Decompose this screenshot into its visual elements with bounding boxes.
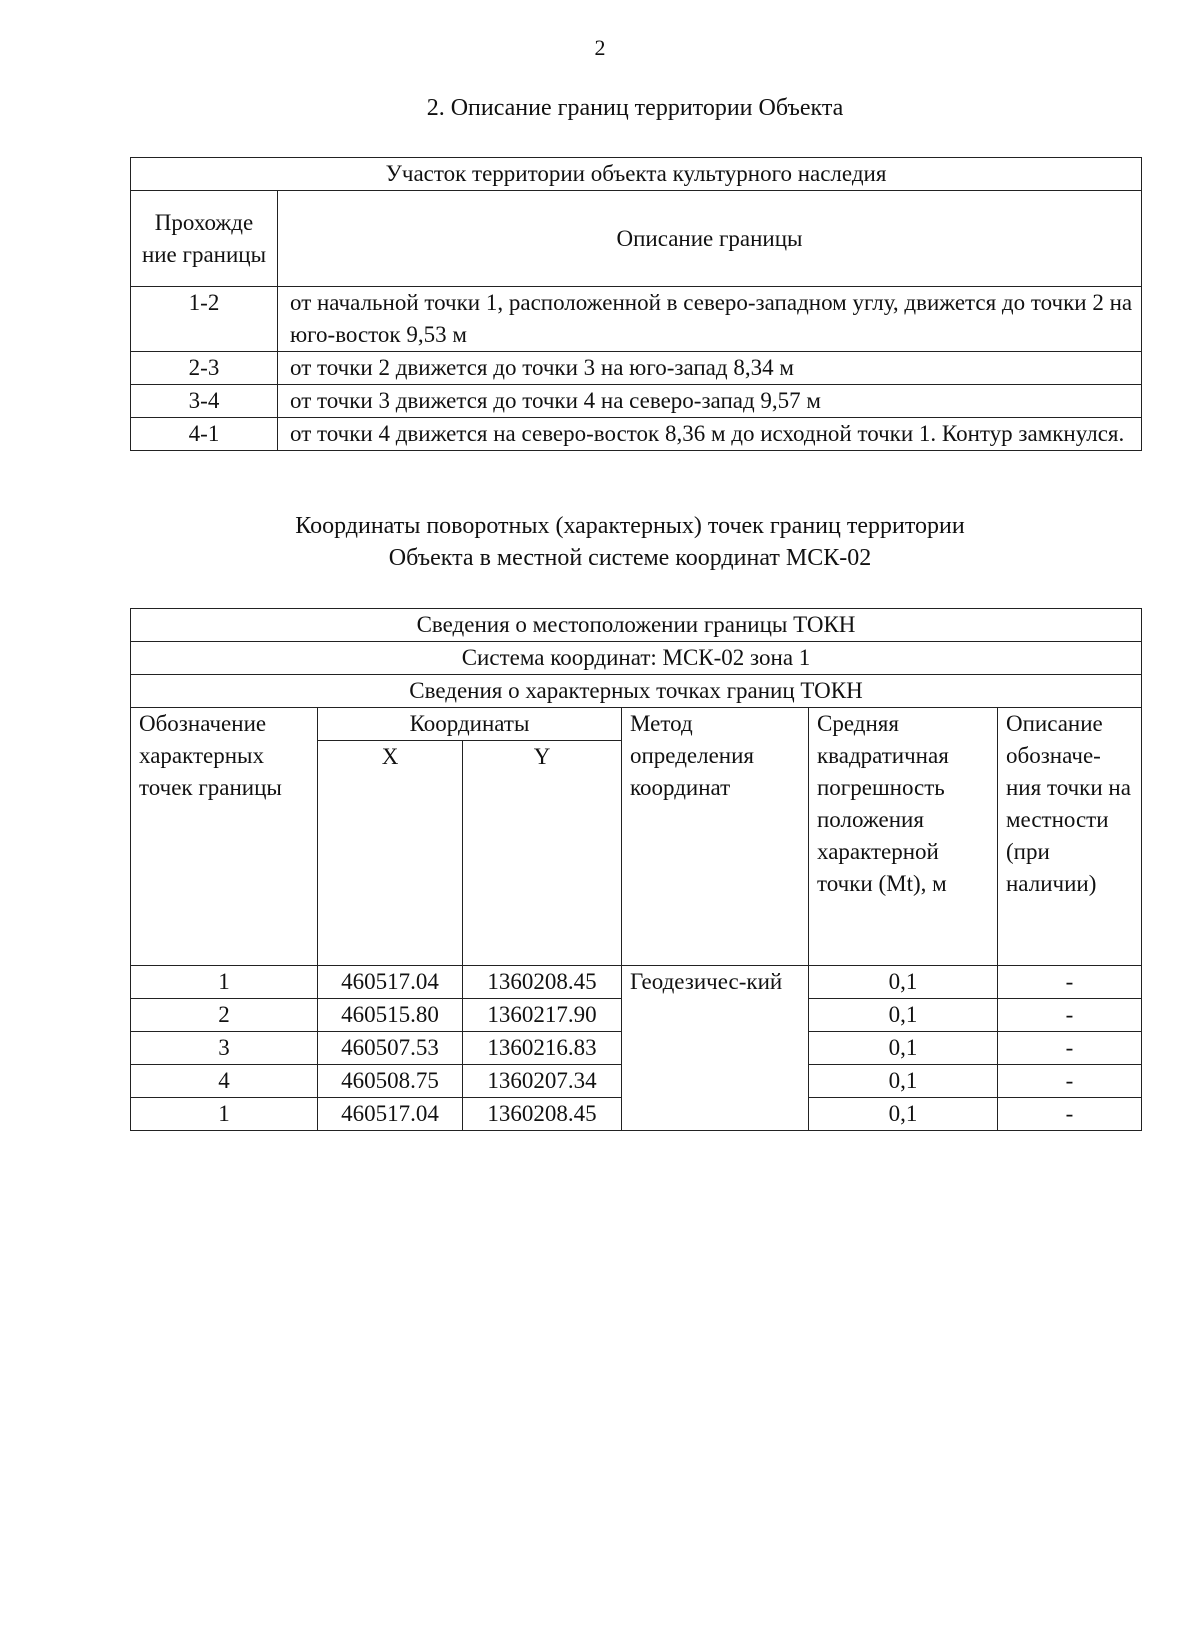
coordinates-title-line2: Объекта в местной системе координат МСК-02 [388,545,872,571]
segment-cell: 3-4 [131,385,278,418]
point-description-cell: - [998,999,1142,1032]
method-cell: Геодезичес-кий [622,966,809,1131]
column-header-x: X [318,741,463,966]
boundary-table-caption: Участок территории объекта культурного наследия [131,158,1142,191]
point-description-cell: - [998,966,1142,999]
error-cell: 0,1 [809,1032,998,1065]
table-row [131,385,1142,418]
column-header-point: Обозначение характерных точек границы [131,708,318,966]
coordinates-title-line1: Координаты поворотных (характерных) точек границ территории [295,513,965,539]
table-row [131,352,1142,385]
x-cell: 460517.04 [318,1098,463,1131]
description-cell: от точки 3 движется до точки 4 на северо-запад 9,57 м [278,385,1142,418]
y-cell: 1360207.34 [463,1065,622,1098]
coords-header-location: Сведения о местоположении границы ТОКН [131,609,1142,642]
coordinates-title [0,510,1200,574]
x-cell: 460508.75 [318,1065,463,1098]
y-cell: 1360217.90 [463,999,622,1032]
segment-cell: 4-1 [131,418,278,451]
point-description-cell: - [998,1065,1142,1098]
description-cell: от начальной точки 1, расположенной в северо-западном углу, движется до точки 2 на юго-восток 9,53 м [278,287,1142,352]
point-cell: 2 [131,999,318,1032]
column-header-error: Средняя квадратичная погрешность положения характерной точки (Mt), м [809,708,998,966]
table-row [131,966,1142,999]
table-row [131,418,1142,451]
coords-header-system: Система координат: МСК-02 зона 1 [131,642,1142,675]
point-description-cell: - [998,1098,1142,1131]
point-description-cell: - [998,1032,1142,1065]
x-cell: 460515.80 [318,999,463,1032]
error-cell: 0,1 [809,966,998,999]
description-cell: от точки 2 движется до точки 3 на юго-запад 8,34 м [278,352,1142,385]
y-cell: 1360208.45 [463,1098,622,1131]
column-header-description: Описание обозначе-ния точки на местности (при наличии) [998,708,1142,966]
x-cell: 460507.53 [318,1032,463,1065]
segment-cell: 1-2 [131,287,278,352]
column-header-method: Метод определения координат [622,708,809,966]
boundary-description-table [130,157,1142,451]
column-header-segment: Прохожде ние границы [131,191,278,287]
point-cell: 3 [131,1032,318,1065]
point-cell: 1 [131,966,318,999]
error-cell: 0,1 [809,1098,998,1131]
y-cell: 1360208.45 [463,966,622,999]
y-cell: 1360216.83 [463,1032,622,1065]
table-row [131,287,1142,352]
coords-header-points: Сведения о характерных точках границ ТОКН [131,675,1142,708]
point-cell: 1 [131,1098,318,1131]
coordinates-table [130,608,1142,1131]
column-header-y: Y [463,741,622,966]
segment-cell: 2-3 [131,352,278,385]
column-header-coordinates: Координаты [318,708,622,741]
error-cell: 0,1 [809,999,998,1032]
page-number: 2 [594,35,606,60]
description-cell: от точки 4 движется на северо-восток 8,36 м до исходной точки 1. Контур замкнулся. [278,418,1142,451]
column-header-description: Описание границы [278,191,1142,287]
error-cell: 0,1 [809,1065,998,1098]
x-cell: 460517.04 [318,966,463,999]
section-title: 2. Описание границ территории Объекта [426,95,844,121]
point-cell: 4 [131,1065,318,1098]
